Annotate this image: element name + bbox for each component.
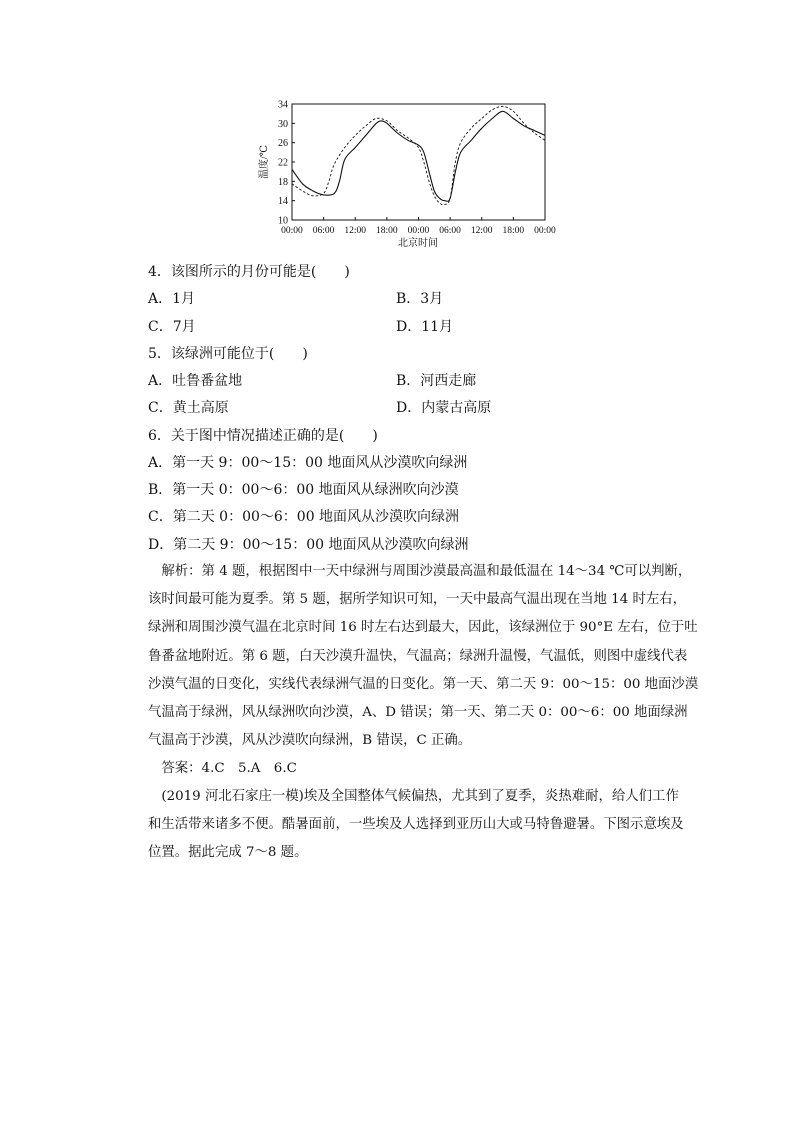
q6-option-b: B．第一天 0：00～6：00 地面风从绿洲吹向沙漠 [148,482,459,498]
x-tick-label: 12:00 [470,226,493,236]
x-tick-label: 06:00 [312,226,335,236]
intro-line: (2019 河北石家庄一模)埃及全国整体气候偏热，尤其到了夏季，炎热难耐，给人们工作 [148,789,679,804]
q4-option-d: D．11月 [396,319,454,335]
x-tick-label: 12:00 [344,226,367,236]
analysis-line: 气温高于绿洲，风从绿洲吹向沙漠，A、D 错误；第一天、第二天 0：00～6：00 地面绿洲 [148,705,688,721]
q4-option-b: B．3月 [396,291,444,307]
y-tick-label: 18 [278,176,288,188]
y-tick-label: 34 [278,99,288,111]
y-axis-label: 温度/℃ [259,145,270,179]
q4-option-a: A．1月 [148,291,196,307]
x-tick-label: 18:00 [502,226,525,236]
q5-option-a: A．吐鲁番盆地 [148,373,243,389]
y-tick-label: 30 [278,118,288,130]
q6-option-a: A．第一天 9：00～15：00 地面风从沙漠吹向绿洲 [148,455,468,471]
intro-line: 位置。据此完成 7～8 题。 [148,845,308,861]
question-5-stem: 5．该绿洲可能位于( ) [148,346,308,362]
q6-option-d: D．第二天 9：00～15：00 地面风从沙漠吹向绿洲 [148,537,469,553]
analysis-line: 气温高于沙漠，风从沙漠吹向绿洲，B 错误，C 正确。 [148,733,472,749]
plot-frame [292,104,545,220]
q4-option-c: C．7月 [148,319,196,335]
analysis-line: 解析：第 4 题，根据图中一天中绿洲与周围沙漠最高温和最低温在 14～34 ℃可以判断， [148,564,692,579]
y-tick-label: 22 [278,157,288,169]
analysis-line: 该时间最可能为夏季。第 5 题，据所学知识可知，一天中最高气温出现在当地 14 时左右， [148,592,687,608]
answer-text: 答案：4.C 5.A 6.C [148,761,297,776]
x-tick-label: 00:00 [534,226,556,236]
question-6-stem: 6．关于图中情况描述正确的是( ) [148,428,378,444]
series-layer [292,106,545,204]
analysis-paragraph [148,558,699,755]
analysis-line: 鲁番盆地附近。第 6 题，白天沙漠升温快，气温高；绿洲升温慢，气温低，则图中虚线代表 [148,648,688,664]
q6-option-c: C．第二天 0：00～6：00 地面风从沙漠吹向绿洲 [148,509,460,525]
q5-option-d: D．内蒙古高原 [396,400,492,416]
analysis-line: 沙漠气温的日变化，实线代表绿洲气温的日变化。第一天、第二天 9：00～15：00 地面沙漠 [148,676,699,692]
temperature-chart [252,96,562,256]
y-tick-label: 10 [278,215,288,227]
x-tick-label: 00:00 [407,226,430,236]
q5-option-b: B．河西走廊 [396,373,477,389]
x-tick-label: 00:00 [281,226,303,236]
solid-series-line [292,111,545,201]
question-4-stem: 4．该图所示的月份可能是( ) [148,264,350,280]
y-tick-label: 14 [278,196,288,208]
q5-option-c: C．黄土高原 [148,400,229,416]
intro-line: 和生活带来诸多不便。酷暑面前，一些埃及人选择到亚历山大或马特鲁避暑。下图示意埃及 [148,817,684,833]
y-tick-label: 26 [278,138,288,150]
x-tick-label: 06:00 [439,226,461,236]
analysis-line: 绿洲和周围沙漠气温在北京时间 16 时左右达到最大，因此，该绿洲位于 90°E 左右，位于吐 [148,620,698,636]
dashed-series-line [292,106,545,204]
intro-paragraph [148,783,684,868]
x-tick-label: 18:00 [376,226,398,236]
x-axis-label: 北京时间 [398,238,438,249]
answer-line [148,755,678,783]
